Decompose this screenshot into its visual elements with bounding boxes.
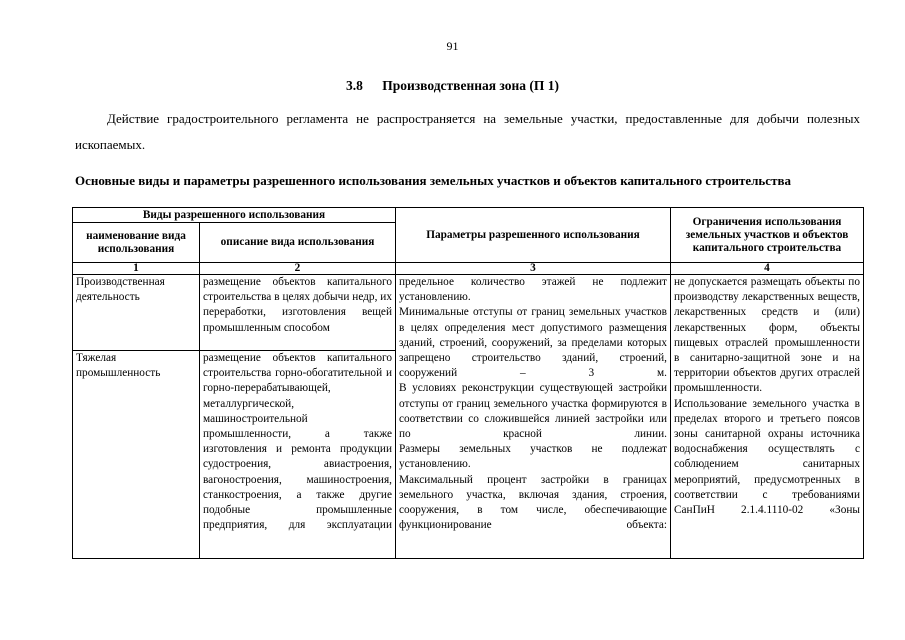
param-text: В условиях реконструкции существующей застройки отступы от границ земельного участка формируются в соответствии со сложившейся линией застройки или по красной линии. (399, 382, 667, 441)
header-params: Параметры разрешенного использования (396, 208, 671, 263)
column-number: 3 (396, 263, 671, 275)
limit-text: не допускается размещать объекты по производству лекарственных веществ, лекарственных средств и (или) лекарственных форм, объекты пищевых отраслей промышленности в санитарно-защитной зоне и на территории объектов других отраслей промышленности. (674, 276, 860, 395)
row-name: Тяжелая промышленность (73, 351, 200, 559)
intro-paragraph: Действие градостроительного регламента не распространяется на земельные участки, предоставленные для добычи полезных ископаемых. (75, 111, 860, 152)
header-name: наименование вида использования (73, 223, 200, 263)
limit-text: Использование земельного участка в пределах второго и третьего поясов зоны санитарной охраны источника водоснабжения осуществлять с соблюдением санитарных мероприятий, предусмотренных в соответствии с требованиями СанПиН 2.1.4.1110-02 «Зоны (674, 397, 860, 517)
param-text: Размеры земельных участков не подлежат установлению. (399, 443, 667, 471)
param-text: Максимальный процент застройки в границах земельного участка, включая здания, строения, сооружения, в том числе, обеспечивающие функционирование объекта: (399, 473, 667, 532)
param-text: Минимальные отступы от границ земельных участков в целях определения мест допустимого размещения зданий, строений, сооружений, за пределами которых запрещено строительство зданий, строений, сооружений – 3 м. (399, 306, 667, 380)
section-heading (0, 78, 905, 94)
row-description (200, 351, 396, 559)
row-description (200, 275, 396, 351)
column-number: 1 (73, 263, 200, 275)
usage-table (72, 207, 864, 559)
row-description-text: размещение объектов капитального строительства в целях добычи недр, их переработки, изготовления вещей промышленным способом (203, 276, 392, 334)
section-title: Производственная зона (П 1) (382, 78, 560, 93)
row-name: Производственная деятельность (73, 275, 200, 351)
limits-cell (671, 275, 864, 559)
row-description-text: размещение объектов капитального строительства горно-обогатительной и горно-перерабатывающей, металлургической, машиностроительной промышленности, а также изготовления и ремонта продукции судостроения, авиастроения, вагоностроения, машиностроения, станкостроения, а также другие подобные промышленные предприятия, для эксплуатации (203, 352, 392, 532)
column-number: 2 (200, 263, 396, 275)
header-description: описание вида использования (200, 223, 396, 263)
table-title: Основные виды и параметры разрешенного использования земельных участков и объектов капитального строительства (75, 173, 791, 188)
page-number: 91 (446, 39, 459, 53)
column-number: 4 (671, 263, 864, 275)
header-limits: Ограничения использования земельных участков и объектов капитального строительства (671, 208, 864, 263)
header-usage-types: Виды разрешенного использования (73, 208, 396, 223)
param-text: предельное количество этажей не подлежит установлению. (399, 276, 667, 304)
params-cell (396, 275, 671, 559)
section-number: 3.8 (345, 78, 363, 93)
